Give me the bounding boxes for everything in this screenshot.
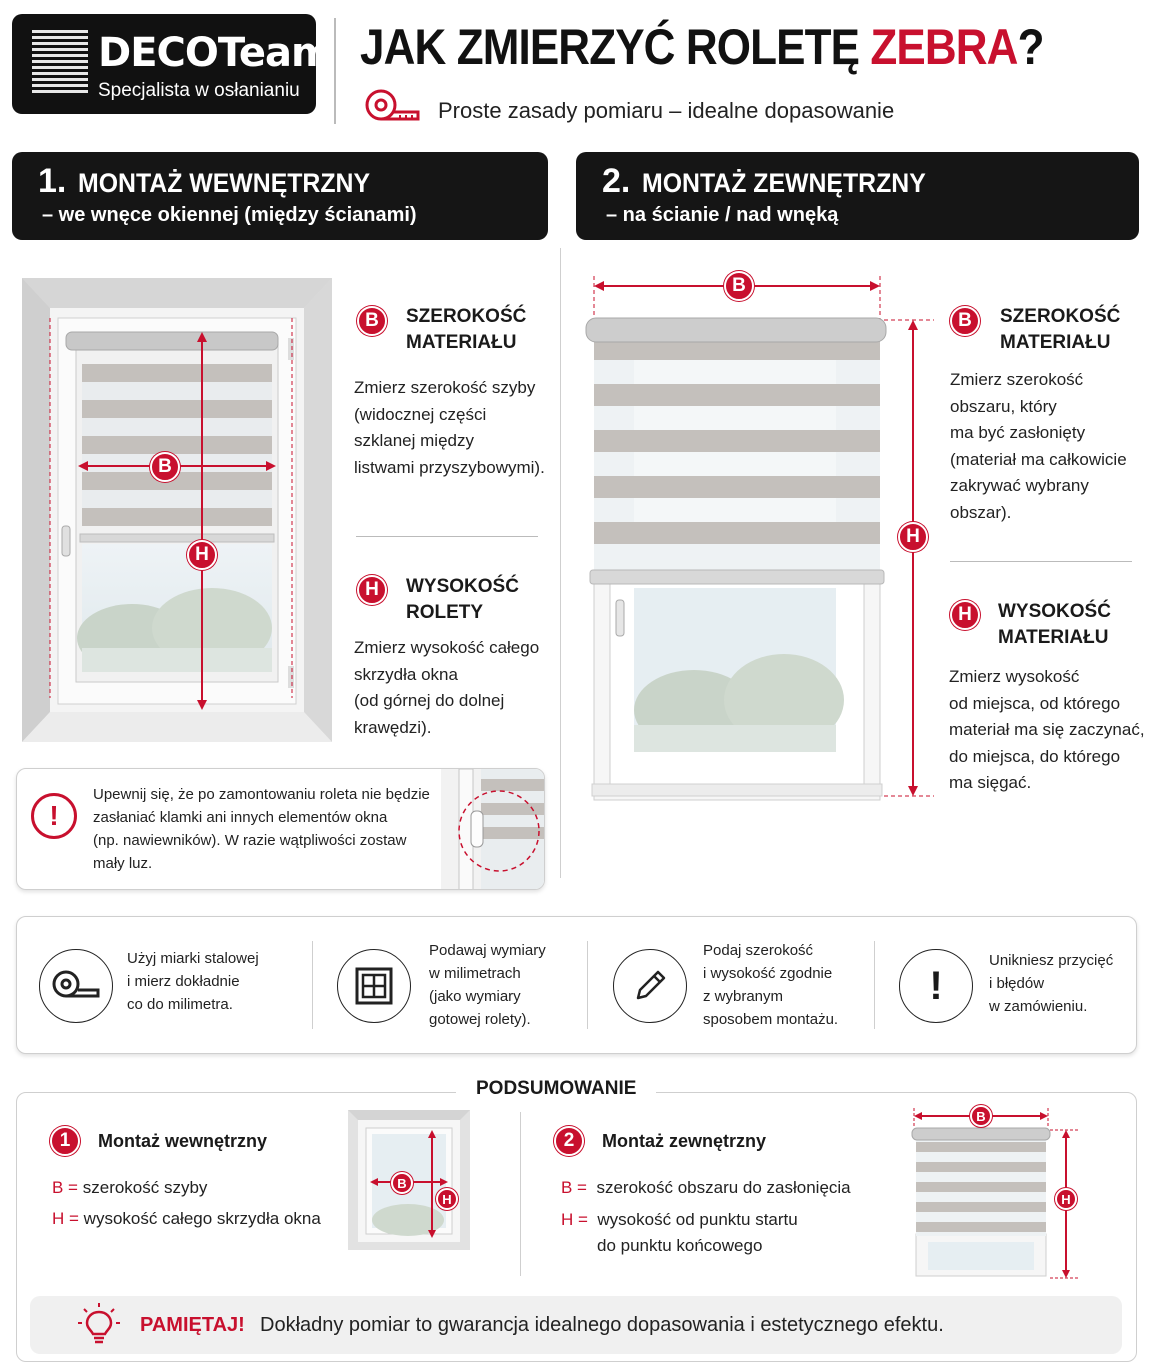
inner-height-title: WYSOKOŚĆ ROLETY (406, 576, 519, 623)
height-marker-badge: H (950, 600, 980, 630)
section-subtitle: – na ścianie / nad wnęką (606, 204, 839, 226)
height-marker-badge: H (357, 575, 387, 605)
remember-text: Dokładny pomiar to gwarancja idealnego dopasowania i estetycznego efektu. (260, 1314, 944, 1336)
divider (587, 941, 588, 1029)
summary-outer-line: do punktu końcowego (597, 1236, 763, 1255)
height-marker-badge: H (898, 522, 928, 552)
brand-name: DECOTeam (98, 30, 332, 76)
width-marker-badge: B (950, 306, 980, 336)
section-outer-header (576, 152, 1139, 240)
summary-outer-line: H = wysokość od punktu startu (561, 1210, 798, 1229)
warning-text: Upewnij się, że po zamontowaniu roleta nie będzie zasłaniać klamki ani innych elementów okna (np. nawiewników). W razie wątpliwości zostaw mały luz. (93, 786, 430, 872)
summary-inner-line: H = wysokość całego skrzydła okna (52, 1209, 321, 1228)
step-one-badge: 1 (50, 1126, 80, 1156)
exclamation-icon: ! (899, 949, 973, 1023)
page-subtitle: Proste zasady pomiaru – idealne dopasowanie (438, 98, 895, 123)
pencil-icon (613, 949, 687, 1023)
section-title: MONTAŻ ZEWNĘTRZNY (642, 168, 926, 198)
window-icon (337, 949, 411, 1023)
summary-inner-line: B = szerokość szyby (52, 1178, 208, 1197)
tip-text: Unikniesz przycięć i błędów w zamówieniu. (989, 952, 1114, 1015)
brand-logo (12, 14, 332, 114)
height-marker-badge: H (436, 1188, 458, 1210)
inner-width-title: SZEROKOŚĆ MATERIAŁU (406, 306, 527, 353)
header-divider (334, 18, 336, 124)
step-two-badge: 2 (554, 1126, 584, 1156)
section-number: 1. (38, 162, 67, 200)
section-title: MONTAŻ WEWNĘTRZNY (78, 168, 371, 198)
height-marker-badge: H (1055, 1188, 1077, 1210)
blind-logo-icon (32, 30, 88, 98)
outer-height-title: WYSOKOŚĆ MATERIAŁU (998, 601, 1111, 648)
height-marker-badge: H (187, 540, 217, 570)
column-divider (560, 248, 561, 878)
outer-mount-window-illustration (584, 270, 936, 810)
window-handle-illustration (441, 769, 545, 890)
divider (356, 536, 538, 537)
width-marker-badge: B (970, 1105, 992, 1127)
outer-height-text: Zmierz wysokość od miejsca, od którego materiał ma się zaczynać, do miejsca, do którego ma sięgać. (949, 667, 1145, 792)
page-title: JAK ZMIERZYĆ ROLETĘ ZEBRA? (360, 19, 1044, 75)
tip-text: Podawaj wymiary w milimetrach (jako wymiary gotowej rolety). (429, 942, 546, 1028)
outer-width-title: SZEROKOŚĆ MATERIAŁU (1000, 306, 1121, 353)
remember-note (30, 1296, 1122, 1354)
summary-outer-line: B = szerokość obszaru do zasłonięcia (561, 1178, 851, 1197)
outer-width-text: Zmierz szerokość obszaru, który ma być zasłonięty (materiał ma całkowicie zakrywać wybrany obszar). (950, 370, 1127, 522)
exclamation-icon: ! (31, 793, 77, 839)
divider (874, 941, 875, 1029)
summary-inner-title: Montaż wewnętrzny (98, 1131, 268, 1151)
section-number: 2. (602, 162, 631, 200)
inner-width-text: Zmierz szerokość szyby (widocznej części szklanej między listwami przyszybowymi). (354, 378, 545, 477)
brand-tagline: Specjalista w osłanianiu (98, 80, 300, 101)
tip-text: Użyj miarki stalowej i mierz dokładnie co do milimetra. (127, 950, 259, 1013)
tape-measure-icon (39, 949, 113, 1023)
divider (950, 561, 1132, 562)
section-inner-header (12, 152, 548, 240)
width-marker-badge: B (391, 1172, 413, 1194)
tips-box (16, 916, 1137, 1054)
remember-label: PAMIĘTAJ! (140, 1314, 245, 1336)
section-subtitle: – we wnęce okiennej (między ścianami) (42, 204, 417, 226)
warning-box (16, 768, 545, 890)
summary-outer-title: Montaż zewnętrzny (602, 1131, 767, 1151)
width-marker-badge: B (150, 452, 180, 482)
summary-title: PODSUMOWANIE (456, 1078, 656, 1100)
lightbulb-icon (76, 1302, 122, 1348)
divider (312, 941, 313, 1029)
tape-measure-icon (364, 88, 422, 126)
width-marker-badge: B (724, 271, 754, 301)
inner-mount-window-illustration (22, 278, 332, 742)
width-marker-badge: B (357, 306, 387, 336)
divider (520, 1112, 521, 1276)
inner-height-text: Zmierz wysokość całego skrzydła okna (od górnej do dolnej krawędzi). (354, 638, 540, 737)
tip-text: Podaj szerokość i wysokość zgodnie z wybranym sposobem montażu. (703, 942, 839, 1028)
